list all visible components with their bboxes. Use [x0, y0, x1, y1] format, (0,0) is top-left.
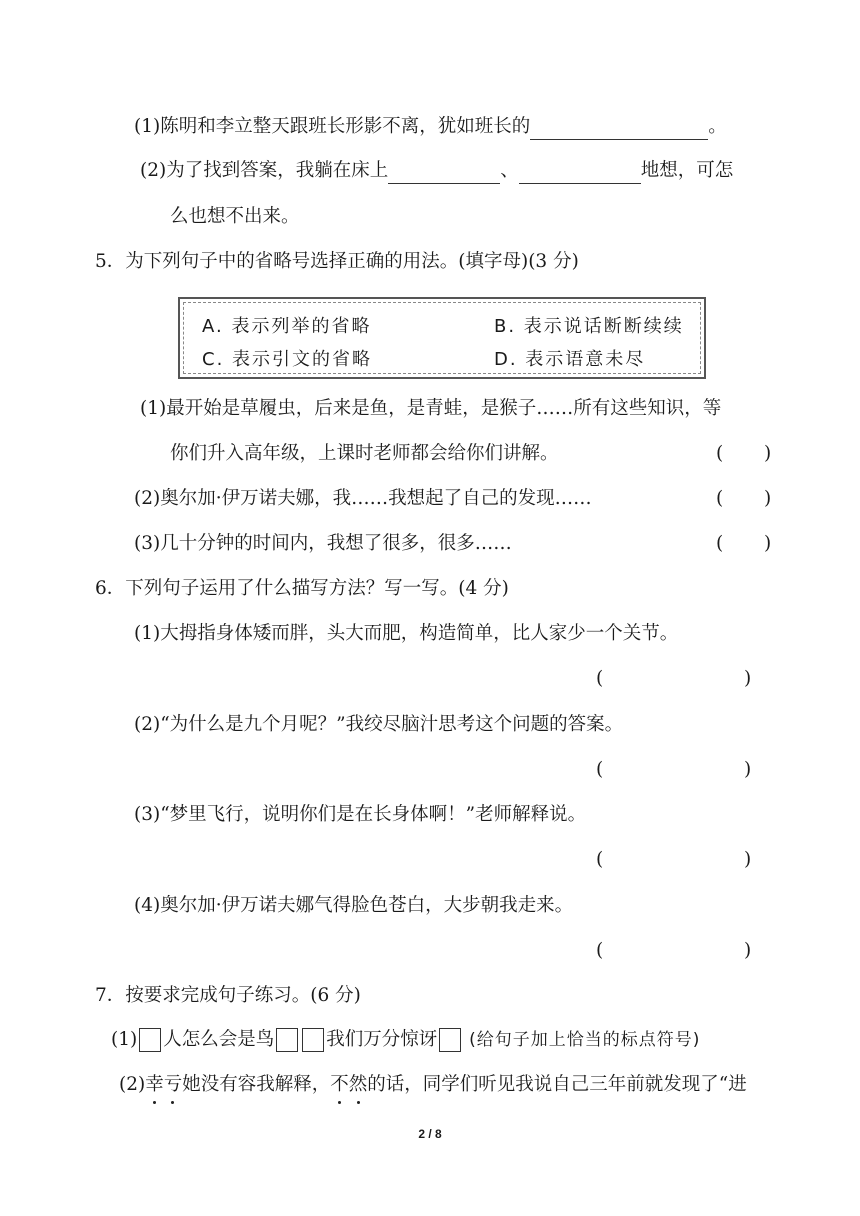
answer-paren[interactable]: ( ) — [596, 940, 752, 961]
answer-paren[interactable]: ( ) — [716, 488, 772, 509]
option-b: B. 表示说话断断续续 — [494, 316, 684, 337]
q5-title: 5．为下列句子中的省略号选择正确的用法。(填字母)(3 分) — [95, 251, 579, 272]
q4-sentence-2: (2)为了找到答案，我躺在床上 、 地想，可怎 — [140, 158, 733, 184]
answer-blank[interactable] — [530, 119, 708, 140]
punctuation-box[interactable] — [439, 1028, 461, 1052]
option-d: D. 表示语意未尽 — [494, 349, 646, 370]
q5-sentence-1-line-1: (1)最开始是草履虫，后来是鱼，是青蛙，是猴子……所有这些知识，等 — [140, 398, 722, 419]
option-a: A. 表示列举的省略 — [202, 316, 372, 337]
answer-paren[interactable]: ( ) — [596, 849, 752, 870]
answer-paren[interactable]: ( ) — [716, 443, 772, 464]
punctuation-box[interactable] — [276, 1028, 298, 1052]
answer-blank[interactable] — [519, 163, 641, 184]
emphasis-char: 亏 — [164, 1072, 183, 1098]
options-box — [178, 297, 706, 379]
q4-sentence-1: (1)陈明和李立整天跟班长形影不离，犹如班长的 。 — [134, 114, 727, 140]
q7-title: 7．按要求完成句子练习。(6 分) — [95, 985, 361, 1006]
emphasis-char: 然 — [349, 1072, 368, 1098]
instruction-note: (给句子加上恰当的标点符号) — [469, 1030, 701, 1050]
punctuation-box[interactable] — [302, 1028, 324, 1052]
emphasis-char: 幸 — [145, 1072, 164, 1098]
q6-sentence-2: (2)“为什么是九个月呢？”我绞尽脑汁思考这个问题的答案。 — [134, 714, 624, 735]
punctuation-box[interactable] — [139, 1028, 161, 1052]
answer-paren[interactable]: ( ) — [596, 759, 752, 780]
q7-sentence-2: (2)幸亏她没有容我解释，不然的话，同学们听见我说自己三年前就发现了“进 — [119, 1072, 747, 1098]
q5-sentence-3: (3)几十分钟的时间内，我想了很多，很多…… — [134, 533, 512, 554]
option-c: C. 表示引文的省略 — [202, 349, 373, 370]
q6-sentence-3: (3)“梦里飞行，说明你们是在长身体啊！”老师解释说。 — [134, 804, 587, 825]
q7-sentence-1: (1) 人怎么会是鸟 我们万分惊讶 (给句子加上恰当的标点符号) — [111, 1029, 701, 1050]
q5-sentence-2: (2)奥尔加·伊万诺夫娜，我……我想起了自己的发现…… — [134, 488, 592, 509]
emphasis-char: 不 — [330, 1072, 349, 1098]
q6-sentence-4: (4)奥尔加·伊万诺夫娜气得脸色苍白，大步朝我走来。 — [134, 895, 574, 916]
q5-sentence-1-line-2: 你们升入高年级，上课时老师都会给你们讲解。 — [170, 443, 559, 464]
page-number: 2 / 8 — [418, 1127, 442, 1141]
q4-sentence-2-cont: 么也想不出来。 — [170, 206, 300, 227]
answer-paren[interactable]: ( ) — [716, 533, 772, 554]
q6-sentence-1: (1)大拇指身体矮而胖，头大而肥，构造简单，比人家少一个关节。 — [134, 623, 679, 644]
answer-blank[interactable] — [388, 163, 500, 184]
q6-title: 6．下列句子运用了什么描写方法？写一写。(4 分) — [95, 578, 509, 599]
answer-paren[interactable]: ( ) — [596, 668, 752, 689]
